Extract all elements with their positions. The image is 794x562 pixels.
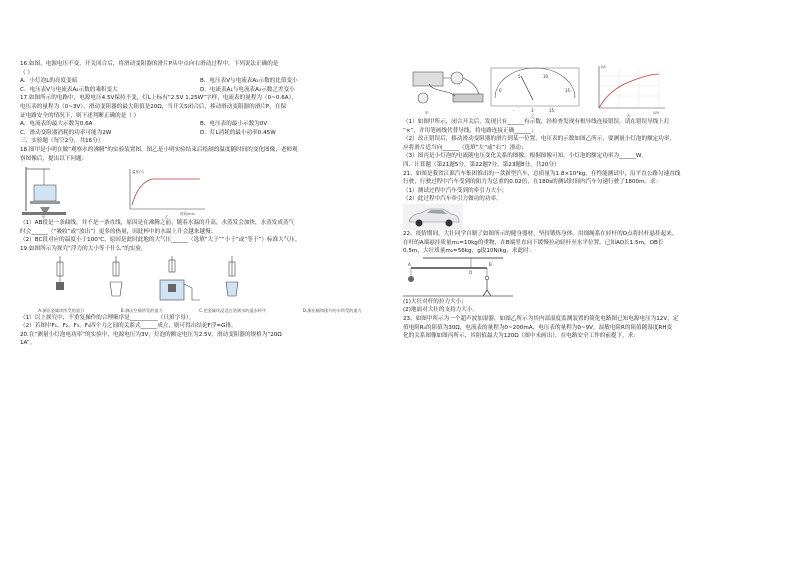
- q18-graph-xlabel: 时间/min: [180, 212, 195, 217]
- q20-line2: 1A”。: [20, 340, 36, 347]
- lever-label-o: O: [469, 269, 473, 275]
- meter-tick-0: 0: [499, 88, 502, 93]
- q17-option-b: B．电压表的最小示数为0V: [200, 121, 268, 128]
- section4-heading: 四、计算题（第21题5分，第22题7分，第23题8分，共20分）: [403, 161, 560, 168]
- q21-sub1: （1）测试过程中汽车受到的牵引力大小；: [403, 187, 508, 194]
- q17-options-row1: [20, 120, 380, 129]
- section3-heading: 三、实验题（每空2分，共16分）: [20, 138, 104, 145]
- q17-option-a: A．电流表的最大示数为0.6A: [20, 121, 93, 128]
- q19-caption-a: A.测出金属块所受的重力: [38, 308, 85, 314]
- q18-sub1b: 时会______（“吸收”或“放出”）更多的热量，因此杯中的水温上升会越来越慢；: [20, 228, 217, 235]
- q18-line1: 18.图甲是小明在做“观察水的沸腾”的实验装置图，图乙是小明实验结束后绘制的温度随时间的变化图像，老师观: [20, 146, 298, 153]
- q17-line2: 电压表的量程为（0~3V），滑动变阻器的最大阻值是20Ω，当开关S闭合后，移动滑动变阻器的滑片P，在保: [20, 103, 287, 110]
- lever-label-b: B: [489, 261, 492, 267]
- q20-figures: [403, 62, 775, 118]
- q19-sub1: （1）以上探究中，不重复操作的合理顺序是__________（只填字母）。: [20, 314, 195, 321]
- q17-option-d: D．灯L消耗的最小功率0.45W: [200, 129, 276, 136]
- q22-sub1: (1)大壮对杆的拉力大小；: [403, 298, 467, 305]
- right-column: [403, 62, 775, 341]
- q20-sub3: （3）图丙是小灯泡的电流随电压变化关系的图像，根据图像可知，小灯泡的额定功率为______W。: [403, 153, 648, 160]
- q17-options-row2: [20, 129, 380, 138]
- q21-line1: 21、如图是我省江淮汽车集团推出的一款新型汽车，总质量为1.8×10³kg，在性能测试中，沿平直公路匀速直线: [403, 170, 681, 177]
- meter-tick-10: 10: [543, 74, 549, 79]
- q23-line3: 化的关系图像如图丙所示，其阻值最大为120Ω（图中未画出），在电路安全工作的前提下，求：: [403, 333, 639, 340]
- meter-terminal-neg: -: [513, 108, 515, 113]
- q16-option-d: D．电流表A₁与电流表A₂示数之差变小: [200, 86, 295, 93]
- q22-lever-figure: [403, 256, 775, 298]
- lever-label-a: A: [408, 261, 411, 267]
- q20-line1: 20.在“测量小灯泡电功率”的实验中，电源电压为3V，灯泡的额定电压为2.5V，滑动变阻器的规格为“20Ω: [20, 331, 282, 338]
- q22-sub2: (2)地面对大壮的支持力大小。: [403, 307, 479, 314]
- q18-graph-ylabel: 温度/℃: [132, 170, 145, 175]
- q20-sub1a: （1）如图甲所示，闭合开关后，发现只有______有示数，经检查发现有根导线连接错误，请在错误导线上打: [403, 119, 670, 125]
- q18-sub1a: （1）AB段是一条曲线，并不是一条直线，原因是在沸腾之前，随着水温的升高，水蒸发会加快，水蒸发成蒸气: [20, 220, 295, 227]
- q19-captions: [20, 307, 380, 316]
- fig-jia-label: 甲: [425, 111, 429, 115]
- q18-caption-jia: 甲: [42, 215, 46, 220]
- meter-terminal-15: 15: [549, 108, 555, 113]
- fig-yi-label: 乙: [531, 114, 535, 118]
- q21-line2: 行驶，行驶过程中汽车受到的阻力为总重的0.02倍，在180s的测试时间内汽车匀速行驶了1800m。求：: [403, 179, 662, 186]
- q18-figures: [20, 163, 380, 219]
- meter-tick-15: 15: [565, 88, 571, 93]
- q23-line2: 值电阻R₀的阻值为30Ω，电流表的量程为0~200mA，电压表的量程为0~9V，湿敏电阻R的阻值随湿度RH变: [403, 324, 673, 331]
- q22-line1: 22、疫情期间，大壮同学自制了如图所示的健身器材，坚持锻炼身体。用细绳系在轻杆的O点将轻杆悬挂起来，: [403, 230, 678, 237]
- q18-sub2: （2）BC段对应的温度小于100℃，原因是此时此地的大气压______（选填“大于”“小于”或“等于”）标准大气压。: [20, 237, 301, 244]
- q19-line1: 19.如图所示为探究“浮力的大小等于什么”的实验。: [20, 245, 147, 252]
- q18-line2: 察图像后，提出以下问题：: [20, 155, 88, 162]
- q20-sub1b: “×”，并用笔画线代替导线，将电路连接正确______；: [403, 127, 537, 134]
- q19-sub2: （2）若图中F₁、F₂、F₃、F₄四个力之间的关系式______成立，则可得出结论F浮=G排。: [20, 323, 237, 330]
- q19-caption-d: D.测出桶和排开的水所受的重力: [302, 308, 362, 314]
- meter-terminal-3: 3: [531, 108, 534, 113]
- q16-option-c: C．电压表V与电流表A₂示数的乘积变大: [20, 86, 118, 93]
- left-column: [20, 60, 380, 348]
- boiling-water-figure: [20, 163, 220, 219]
- q19-caption-b: B.测出空桶所受的重力: [120, 308, 163, 314]
- q21-sub2: （2）此过程中汽车牵引力做功的功率。: [403, 196, 502, 203]
- buoyancy-experiment-figure: [20, 254, 270, 304]
- meter-tick-5: 5: [518, 74, 521, 79]
- q23-line1: 23、如图甲所示为一个超声波加湿器，如图乙所示为其内部湿度监测装置的简化电路图已知电源电压为12V，定: [403, 315, 679, 322]
- car-image: [403, 204, 463, 230]
- q17-line1: 17.如图所示的电路中，电源电压4.5V保持不变，灯L上标有“2.5V 1.25W”字样，电流表的量程为（0~0.6A），: [20, 95, 297, 102]
- iu-graph-xlabel: U/V: [653, 111, 660, 115]
- q16-paren: （ ）: [20, 69, 33, 76]
- q21-car-figure: [403, 204, 775, 230]
- fig-bing-label: 丙: [627, 114, 631, 118]
- q17-line3: 证电路安全的情况下，则下述判断正确的是（ ）: [20, 112, 140, 119]
- q20-circuit-meter-graph: [403, 62, 775, 118]
- lever-diagram: [403, 256, 523, 298]
- q19-figures: [20, 254, 380, 314]
- iu-graph-ylabel: I/A: [601, 65, 606, 69]
- q22-line3: 0.5m，大壮质量m₂=56kg，g取10N/kg，求此时：: [403, 248, 535, 255]
- q16-options-row2: [20, 86, 380, 95]
- q20-sub2a: （2）改正错误后，移动滑动变阻器的滑片到某一位置，电压表的示数如图乙所示，要测量小灯泡的额定功率，: [403, 136, 676, 143]
- q16-options-row1: [20, 77, 380, 86]
- q16-stem: 16.如图，电源电压不变，开关闭合后，将滑动变阻器的滑片P从中点向右滑动过程中，下列说法正确的是: [20, 61, 279, 67]
- q22-line2: 在杆的A端悬挂质量m₁=10kg的重物，在B端竖直向下缓慢拉动轻杆至水平位置。已知AO长1.5m，OB长: [403, 239, 664, 246]
- q16-option-b: B．电压表V与电流表A₂示数的比值变小: [200, 78, 298, 85]
- q17-option-c: C．滑动变阻器消耗的功率可能为2W: [20, 129, 112, 136]
- q20-sub2b: 应将滑片适当向______（选填“左”或“右”）滑动；: [403, 144, 527, 151]
- q19-caption-c: C.把金属块浸没在装满水的溢水杯中: [199, 308, 267, 314]
- q18-caption-yi: 乙: [165, 215, 169, 220]
- q16-option-a: A．小灯泡L的亮度变暗: [20, 78, 78, 85]
